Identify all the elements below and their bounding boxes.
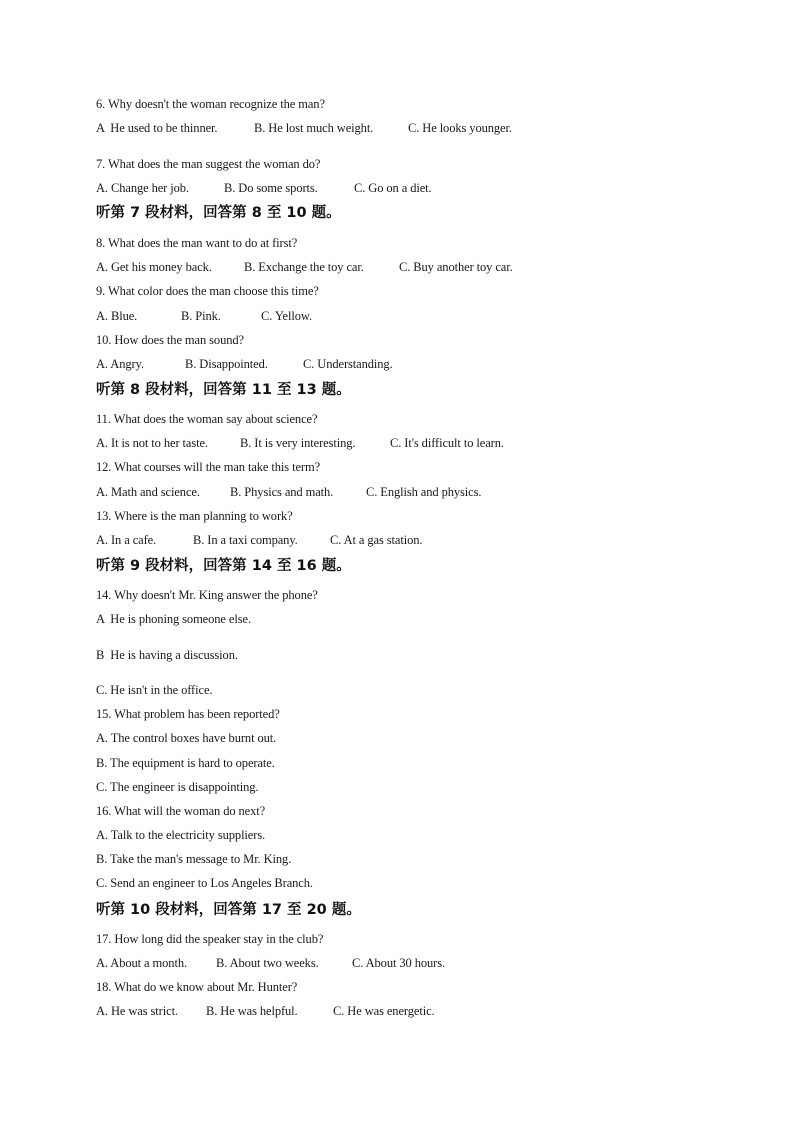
option-7a: A. Change her job. [96,181,189,195]
option-9c: C. Yellow. [261,309,312,323]
option-11a: A. It is not to her taste. [96,436,208,450]
option-8a: A. Get his money back. [96,260,212,274]
option-6a: A He used to be thinner. [96,121,218,135]
option-18b: B. He was helpful. [206,1004,298,1018]
options-13 [96,532,422,548]
option-9b: B. Pink. [181,309,221,323]
options-8 [96,259,513,275]
options-10 [96,356,393,372]
question-18: 18. What do we know about Mr. Hunter? [96,980,298,994]
option-10b: B. Disappointed. [185,357,268,371]
question-7: 7. What does the man suggest the woman do? [96,157,321,171]
options-7 [96,180,432,196]
option-11c: C. It's difficult to learn. [390,436,504,450]
option-17c: C. About 30 hours. [352,956,445,970]
question-13: 13. Where is the man planning to work? [96,509,293,523]
option-13c: C. At a gas station. [330,533,423,547]
question-15: 15. What problem has been reported? [96,707,280,721]
question-12: 12. What courses will the man take this term? [96,460,321,474]
option-14b: B He is having a discussion. [96,648,238,662]
option-13b: B. In a taxi company. [193,533,298,547]
question-9: 9. What color does the man choose this time? [96,284,319,298]
option-11b: B. It is very interesting. [240,436,356,450]
option-15b: B. The equipment is hard to operate. [96,756,275,770]
question-8: 8. What does the man want to do at first? [96,236,298,250]
options-17 [96,955,445,971]
option-16a: A. Talk to the electricity suppliers. [96,828,266,842]
option-17b: B. About two weeks. [216,956,319,970]
option-8c: C. Buy another toy car. [399,260,513,274]
section-header-7: 听第 7 段材料，回答第 8 至 10 题。 [96,205,341,221]
option-16c: C. Send an engineer to Los Angeles Branch. [96,876,313,890]
option-18c: C. He was energetic. [333,1004,435,1018]
question-6: 6. Why doesn't the woman recognize the man? [96,97,325,111]
option-7b: B. Do some sports. [224,181,318,195]
option-14a: A He is phoning someone else. [96,612,251,626]
option-6c: C. He looks younger. [408,121,512,135]
options-6 [96,120,512,136]
option-12a: A. Math and science. [96,485,200,499]
option-15a: A. The control boxes have burnt out. [96,731,277,745]
option-9a: A. Blue. [96,309,138,323]
option-6b: B. He lost much weight. [254,121,374,135]
option-8b: B. Exchange the toy car. [244,260,364,274]
question-10: 10. How does the man sound? [96,333,244,347]
option-12c: C. English and physics. [366,485,482,499]
question-16: 16. What will the woman do next? [96,804,266,818]
question-14: 14. Why doesn't Mr. King answer the phone? [96,588,318,602]
option-17a: A. About a month. [96,956,188,970]
question-17: 17. How long did the speaker stay in the club? [96,932,324,946]
option-12b: B. Physics and math. [230,485,334,499]
section-header-8: 听第 8 段材料，回答第 11 至 13 题。 [96,382,351,398]
option-15c: C. The engineer is disappointing. [96,780,259,794]
section-header-9: 听第 9 段材料，回答第 14 至 16 题。 [96,558,351,574]
option-10a: A. Angry. [96,357,144,371]
question-11: 11. What does the woman say about science? [96,412,318,426]
option-7c: C. Go on a diet. [354,181,432,195]
options-11 [96,435,504,451]
option-18a: A. He was strict. [96,1004,178,1018]
options-12 [96,484,481,500]
options-18 [96,1003,435,1019]
section-header-10: 听第 10 段材料，回答第 17 至 20 题。 [96,902,361,918]
option-10c: C. Understanding. [303,357,393,371]
option-14c: C. He isn't in the office. [96,683,213,697]
options-9 [96,308,312,324]
option-13a: A. In a cafe. [96,533,157,547]
option-16b: B. Take the man's message to Mr. King. [96,852,292,866]
